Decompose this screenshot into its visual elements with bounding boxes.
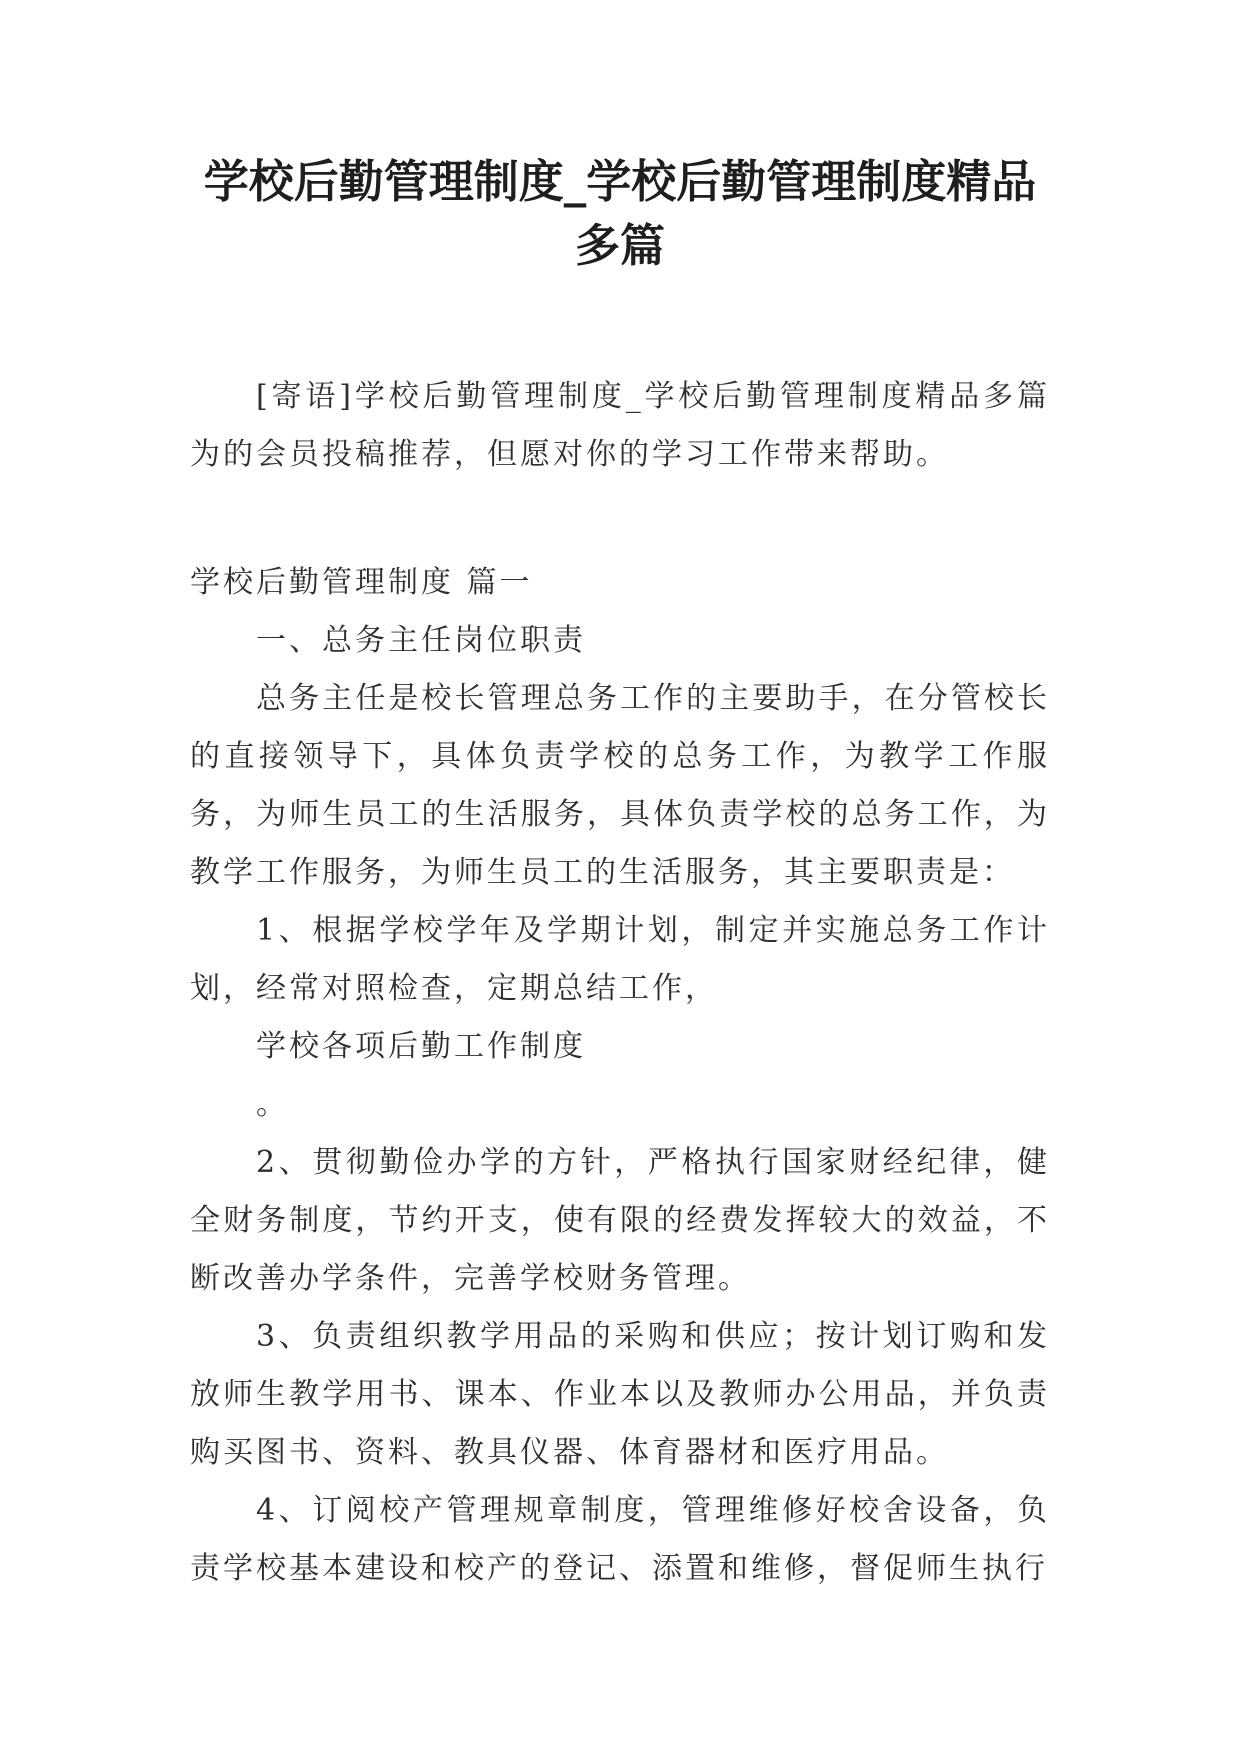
document-title: 学校后勤管理制度_学校后勤管理制度精品多篇	[203, 155, 1037, 272]
paragraph-inline-link-text: 学校各项后勤工作制度	[256, 1029, 586, 1064]
paragraph-overview: 总务主任是校长管理总务工作的主要助手，在分管校长的直接领导下，具体负责学校的总务工作，为教学工作服务，为师生员工的生活服务，具体负责学校的总务工作，为教学工作服务，为师生员工的生活服务，其主要职责是：	[190, 681, 1050, 890]
paragraph-item-4: 4、订阅校产管理规章制度，管理维修好校舍设备，负责学校基本建设和校产的登记、添置和维修，督促师生执行	[190, 1493, 1050, 1586]
section-title: 学校后勤管理制度 篇一	[190, 565, 533, 600]
paragraph-period: 。	[256, 1087, 289, 1122]
paragraph-heading-duties: 一、总务主任岗位职责	[256, 623, 586, 658]
paragraph-item-2: 2、贯彻勤俭办学的方针，严格执行国家财经纪律，健全财务制度，节约开支，使有限的经费发挥较大的效益，不断改善办学条件，完善学校财务管理。	[190, 1145, 1050, 1296]
document-body	[190, 368, 1050, 1598]
paragraph-item-3: 3、负责组织教学用品的采购和供应；按计划订购和发放师生教学用书、课本、作业本以及教师办公用品，并负责购买图书、资料、教具仪器、体育器材和医疗用品。	[190, 1319, 1050, 1470]
document-page	[190, 150, 1050, 1598]
paragraph-item-1: 1、根据学校学年及学期计划，制定并实施总务工作计划，经常对照检查，定期总结工作，	[190, 913, 1050, 1006]
intro-paragraph: [寄语]学校后勤管理制度_学校后勤管理制度精品多篇为的会员投稿推荐，但愿对你的学习工作带来帮助。	[190, 379, 1050, 472]
